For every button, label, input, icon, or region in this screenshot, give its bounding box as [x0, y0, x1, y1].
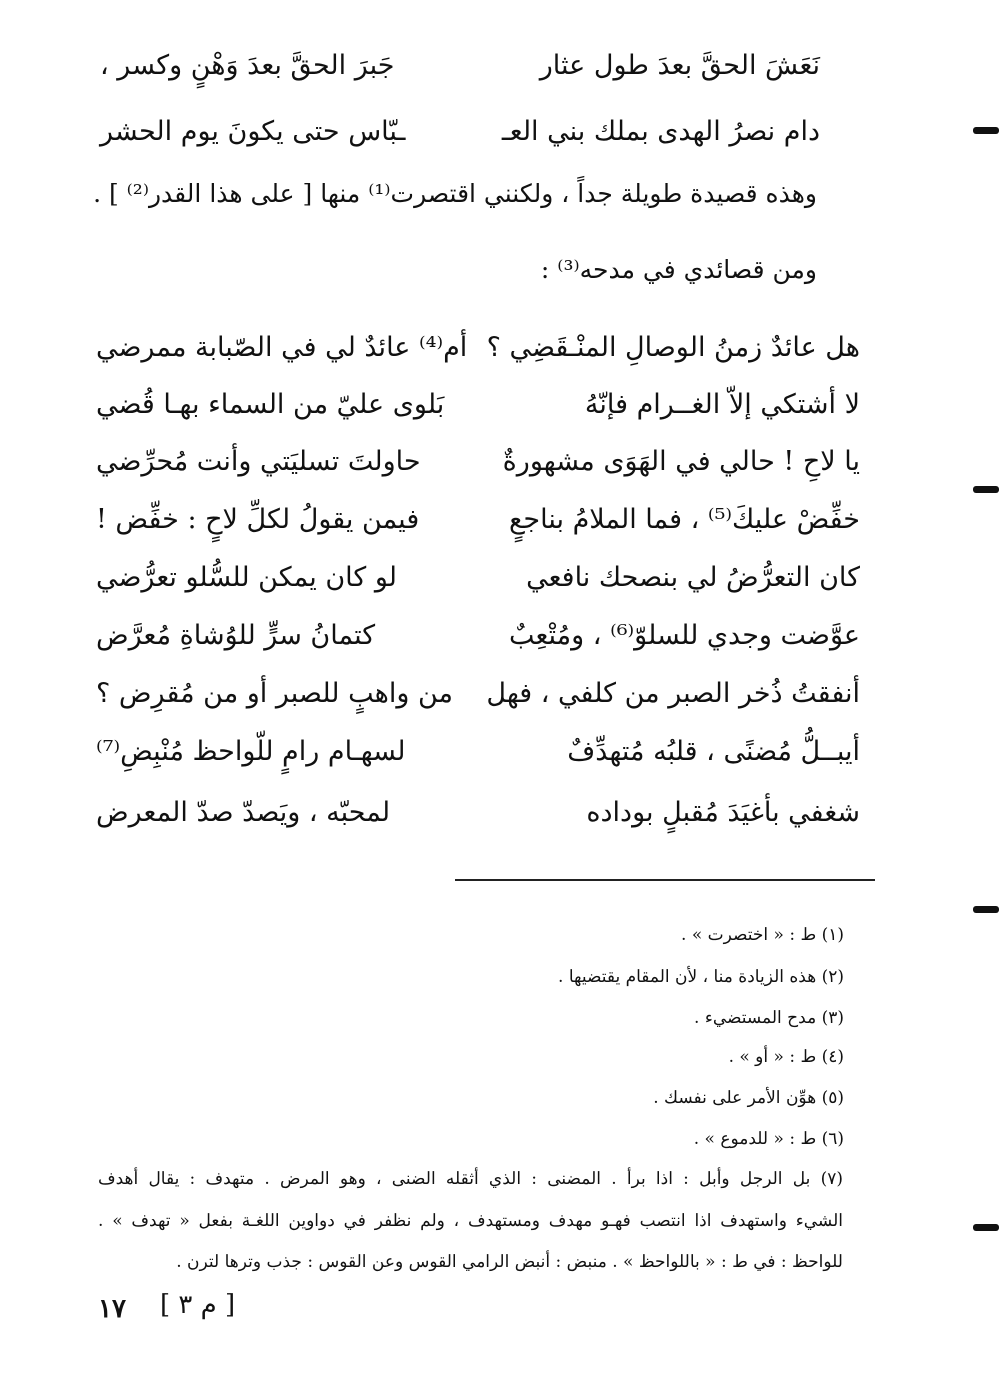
verse-hemistich-right: شغفي بأغيَدَ مُقبلٍ بوداده — [586, 797, 860, 828]
footnote: (٤) ط : « أو » . — [728, 1047, 844, 1067]
verse-hemistich-left: لسهـام رامٍ للّواحظ مُنْبِضِ⁽⁷⁾ — [96, 736, 406, 767]
page-number: ١٧ — [98, 1294, 126, 1324]
footnote: (٧) بل الرجل وأبل : اذا برأ . المضنى : الذي أثقله الضنى ، وهو المرض . متهدف : يقال أهدف — [98, 1169, 843, 1189]
verse-couplet — [96, 787, 860, 839]
verse-hemistich-left: لمحبّه ، ويَصدّ صدّ المعرض — [96, 797, 391, 828]
footnote: (٣) مدح المستضيء . — [694, 1008, 844, 1028]
footnote-continuation: الشيء واستهدف اذا انتصب فهـو مهدف ومستهدف ، ولم نظفر في دواوين اللغـة بفعل « تهدف » . — [98, 1211, 843, 1231]
verse-hemistich-right: دام نصرُ الهدى بملك بني العـ — [501, 116, 820, 147]
verse-couplet — [96, 379, 860, 431]
footnote: (٦) ط : « للدموع » . — [693, 1129, 844, 1149]
verse-hemistich-left: أم⁽⁴⁾ عائدٌ لي في الصّبابة ممرضي — [96, 332, 468, 363]
verse-hemistich-left: حاولتَ تسليَتي وأنت مُحرِّضي — [96, 446, 421, 477]
scan-edge-mark — [973, 906, 999, 913]
prose-line: وهذه قصيدة طويلة جداً ، ولكنني اقتصرت⁽¹⁾ منها [ على هذا القدر⁽²⁾ ] . — [93, 179, 817, 208]
verse-hemistich-left: ـبّاس حتى يكونَ يوم الحشر — [100, 116, 406, 147]
verse-hemistich-right: عوَّضت وجدي للسلوّ⁽⁶⁾ ، ومُتْعِبٌ — [509, 620, 860, 651]
verse-hemistich-right: كان التعرُّضُ لي بنصحك نافعي — [526, 562, 860, 593]
verse-hemistich-left: كتمانُ سرٍّ للوُشاةِ مُعرَّض — [96, 620, 376, 651]
verse-hemistich-right: أنفقتُ ذُخر الصبر من كلفي ، فهل — [486, 678, 860, 709]
verse-hemistich-right: نَعَشَ الحقَّ بعدَ طول عثار — [539, 50, 820, 81]
scan-edge-mark — [973, 486, 999, 493]
verse-hemistich-right: يا لاحِ ! حالي في الهَوَى مشهورةٌ — [502, 446, 860, 477]
verse-hemistich-right: لا أشتكي إلاّ الغــرام فإنّهُ — [584, 389, 860, 420]
verse-couplet — [96, 668, 860, 720]
footnote-continuation: للواحظ : في ط : « باللواحظ » . منبض : أنبض الرامي القوس وعن القوس : جذب وترها لترن . — [176, 1252, 843, 1272]
verse-couplet — [96, 552, 860, 604]
verse-couplet — [96, 726, 860, 778]
footnote-separator — [455, 879, 875, 881]
verse-hemistich-right: أيبــلُّ مُضنًى ، قلبُه مُتهدِّفٌ — [567, 736, 860, 767]
verse-couplet — [100, 40, 820, 92]
scan-edge-mark — [973, 127, 999, 134]
footnote: (٥) هوِّن الأمر على نفسك . — [653, 1088, 844, 1108]
scan-edge-mark — [973, 1224, 999, 1231]
verse-couplet — [100, 106, 820, 158]
verse-hemistich-left: جَبرَ الحقَّ بعدَ وَهْنٍ وكسر ، — [100, 50, 395, 81]
verse-couplet — [96, 494, 860, 546]
verse-hemistich-right: هل عائدٌ زمنُ الوصالِ المنْـقَضِي ؟ — [486, 332, 860, 363]
verse-couplet — [96, 436, 860, 488]
signature-mark: [ م ٣ ] — [160, 1290, 236, 1320]
verse-hemistich-left: لو كان يمكن للسُّلو تعرُّضي — [96, 562, 398, 593]
verse-hemistich-left: فيمن يقولُ لكلِّ لاحٍ : خفِّض ! — [96, 504, 420, 535]
section-intro: ومن قصائدي في مدحه⁽³⁾ : — [540, 255, 817, 284]
footnote: (٢) هذه الزيادة منا ، لأن المقام يقتضيها . — [558, 967, 844, 987]
verse-couplet — [96, 322, 860, 374]
verse-hemistich-left: من واهبٍ للصبر أو من مُقرِض ؟ — [96, 678, 453, 709]
verse-hemistich-right: خفِّضْ عليكَ⁽⁵⁾ ، فما الملامُ بناجعٍ — [509, 504, 860, 535]
verse-hemistich-left: بَلوى عليّ من السماء بهـا قُضي — [96, 389, 445, 420]
verse-couplet — [96, 610, 860, 662]
footnote: (١) ط : « اختصرت » . — [681, 925, 844, 945]
